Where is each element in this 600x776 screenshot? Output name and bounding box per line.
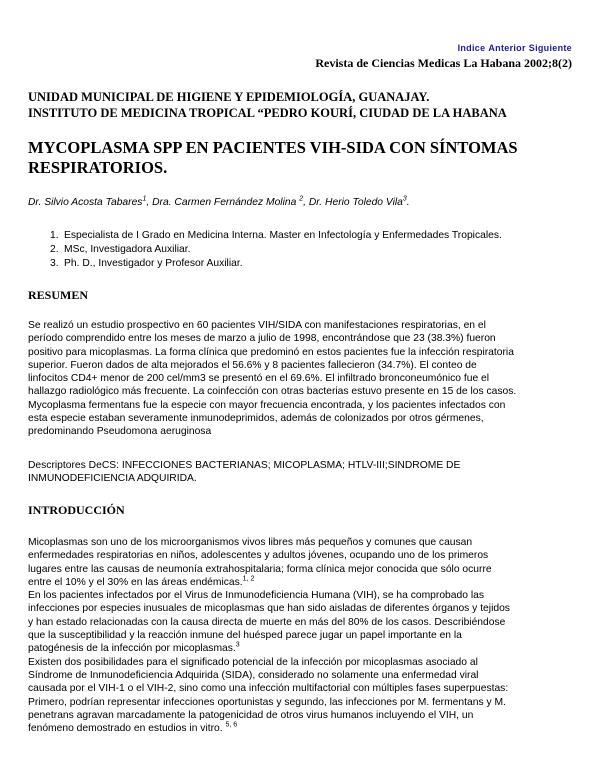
text-line: superior. Fueron dados de alta mejorados el 56.6% y 8 pacientes fallecieron (34.7%). El conteo de bbox=[28, 359, 477, 371]
descriptores-paragraph bbox=[28, 459, 588, 486]
citation-superscript: 3 bbox=[235, 641, 240, 649]
author-separator: , bbox=[146, 197, 153, 208]
text-line bbox=[28, 642, 588, 655]
affiliation-text: Especialista de I Grado en Medicina Interna. Master en Infectología y Enfermedades Tropicales. bbox=[64, 230, 502, 241]
affiliation-number: 1. bbox=[50, 230, 59, 241]
article-title bbox=[28, 138, 578, 178]
affiliation-list bbox=[50, 229, 502, 271]
text-line bbox=[28, 576, 588, 589]
resumen-heading: RESUMEN bbox=[28, 288, 89, 302]
text-line: Primero, podrían representar infecciones oportunistas y segundo, las infecciones por M. fermentans y M. bbox=[28, 696, 506, 708]
nav-siguiente-link[interactable]: Siguiente bbox=[528, 43, 572, 53]
text-line: Existen dos posibilidades para el significado potencial de la infección por micoplasmas asociado al bbox=[28, 656, 478, 668]
text-line: Micoplasmas son uno de los microorganismos vivos libres más pequeños y comunes que causan bbox=[28, 537, 473, 548]
line-text: entre el 10% y el 30% en las áreas endémicas. bbox=[28, 576, 243, 588]
descriptores-terms: : INFECCIONES BACTERIANAS; MICOPLASMA; HTLV-III;SINDROME DE bbox=[116, 460, 461, 471]
citation-superscript: 5, 6 bbox=[225, 721, 238, 729]
text-line: causada por el VIH-1 o el VIH-2, sino como una infección multifactorial con múltiples fases superpuestas: bbox=[28, 683, 509, 695]
text-line: período comprendido entre los meses de marzo a julio de 1998, encontrándose que 23 (38.3%) fueron bbox=[28, 333, 496, 345]
institution-line: UNIDAD MUNICIPAL DE HIGIENE Y EPIDEMIOLOGÍA, GUANAJAY. bbox=[28, 90, 430, 104]
text-line: positivo para micoplasmas. La forma clínica que predominó en estos pacientes fue la infección respiratoria bbox=[28, 346, 514, 358]
title-line: RESPIRATORIOS. bbox=[28, 158, 168, 177]
text-line: esta especie estaban severamente inmunodeprimidos, además de colonizados por otros gérmenes, bbox=[28, 413, 484, 425]
affiliation-item bbox=[50, 257, 502, 271]
text-line: predominando Pseudomona aeruginosa bbox=[28, 426, 212, 438]
author-affiliation-mark: 3 bbox=[402, 195, 407, 203]
author-separator: , bbox=[303, 197, 309, 208]
affiliation-item bbox=[50, 229, 502, 243]
title-line: MYCOPLASMA SPP EN PACIENTES VIH-SIDA CON SÍNTOMAS bbox=[28, 138, 518, 157]
text-line: enfermedades respiratorias en niños, adolescentes y adultos jóvenes, ocupando uno de los primeros bbox=[28, 550, 489, 562]
text-line: hallazgo radiológico más frecuente. La coinfección con otras bacterias estuvo presente en 15 de los casos. bbox=[28, 386, 517, 398]
affiliation-number: 2. bbox=[50, 244, 59, 255]
nav-anterior-link[interactable]: Anterior bbox=[488, 43, 526, 53]
affiliation-item bbox=[50, 243, 502, 257]
author-affiliation-mark: 1 bbox=[142, 195, 147, 203]
text-line bbox=[28, 459, 588, 472]
descriptores-label: Descriptores DeCS bbox=[28, 460, 117, 471]
affiliation-text: MSc, Investigadora Auxiliar. bbox=[64, 244, 191, 255]
author-separator: . bbox=[406, 197, 410, 208]
institution-line: INSTITUTO DE MEDICINA TROPICAL “PEDRO KOURÍ, CIUDAD DE LA HABANA bbox=[28, 106, 507, 120]
introduccion-heading: INTRODUCCIÓN bbox=[28, 503, 125, 517]
text-line: INMUNODEFICIENCIA ADQUIRIDA. bbox=[28, 473, 197, 485]
line-text: fenómeno demostrado en estudios in vitro. bbox=[28, 723, 226, 735]
text-line: penetrans agravan marcadamente la patogenicidad de otros virus humanos incluyendo el VIH, un bbox=[28, 709, 474, 721]
text-line: Se realizó un estudio prospectivo en 60 pacientes VIH/SIDA con manifestaciones respiratorias, en el bbox=[28, 320, 486, 331]
journal-citation: Revista de Ciencias Medicas La Habana 2002;8(2) bbox=[315, 56, 572, 70]
text-line: Mycoplasma fermentans fue la especie con mayor frecuencia encontrada, y los pacientes infectados con bbox=[28, 399, 506, 411]
introduccion-body bbox=[28, 536, 588, 735]
affiliation-text: Ph. D., Investigador y Profesor Auxiliar. bbox=[64, 258, 243, 269]
text-line: linfocitos CD4+ menor de 200 cel/mm3 se presentó en el 69.6%. El infiltrado bronconeumónico fue el bbox=[28, 373, 490, 385]
top-navigation bbox=[455, 43, 572, 53]
institution-block bbox=[28, 89, 588, 121]
text-line: que la susceptibilidad y la reacción inmune del huésped parece jugar un papel importante en la bbox=[28, 630, 462, 642]
text-line: Síndrome de Inmunodeficiencia Adquirida (SIDA), considerado no solamente una enfermedad viral bbox=[28, 669, 479, 681]
resumen-paragraph bbox=[28, 319, 588, 439]
author-name: Dr. Herio Toledo Vila bbox=[308, 197, 403, 208]
author-name: Dr. Silvio Acosta Tabares bbox=[28, 197, 143, 208]
author-name: Dra. Carmen Fernández Molina bbox=[152, 197, 300, 208]
nav-indice-link[interactable]: Indice bbox=[457, 43, 486, 53]
citation-superscript: 1, 2 bbox=[242, 575, 255, 583]
author-affiliation-mark: 2 bbox=[299, 195, 304, 203]
text-line: En los pacientes infectados por el Virus de Inmunodeficiencia Humana (VIH), se ha comprobado las bbox=[28, 590, 484, 602]
line-text: patogénesis de la infección por micoplasmas. bbox=[28, 643, 236, 655]
text-line: lugares entre las causas de neumonía extrahospitalaria; forma clínica mejor conocida que sólo ocurre bbox=[28, 563, 492, 575]
text-line: y han estado relacionadas con la causa directa de muerte en más del 80% de los casos. Describiéndose bbox=[28, 616, 506, 628]
affiliation-number: 3. bbox=[50, 258, 59, 269]
author-list bbox=[28, 197, 588, 208]
text-line: infecciones por especies inusuales de micoplasmas que han sido aisladas de diferentes órganos y tejidos bbox=[28, 603, 510, 615]
text-line bbox=[28, 722, 588, 735]
